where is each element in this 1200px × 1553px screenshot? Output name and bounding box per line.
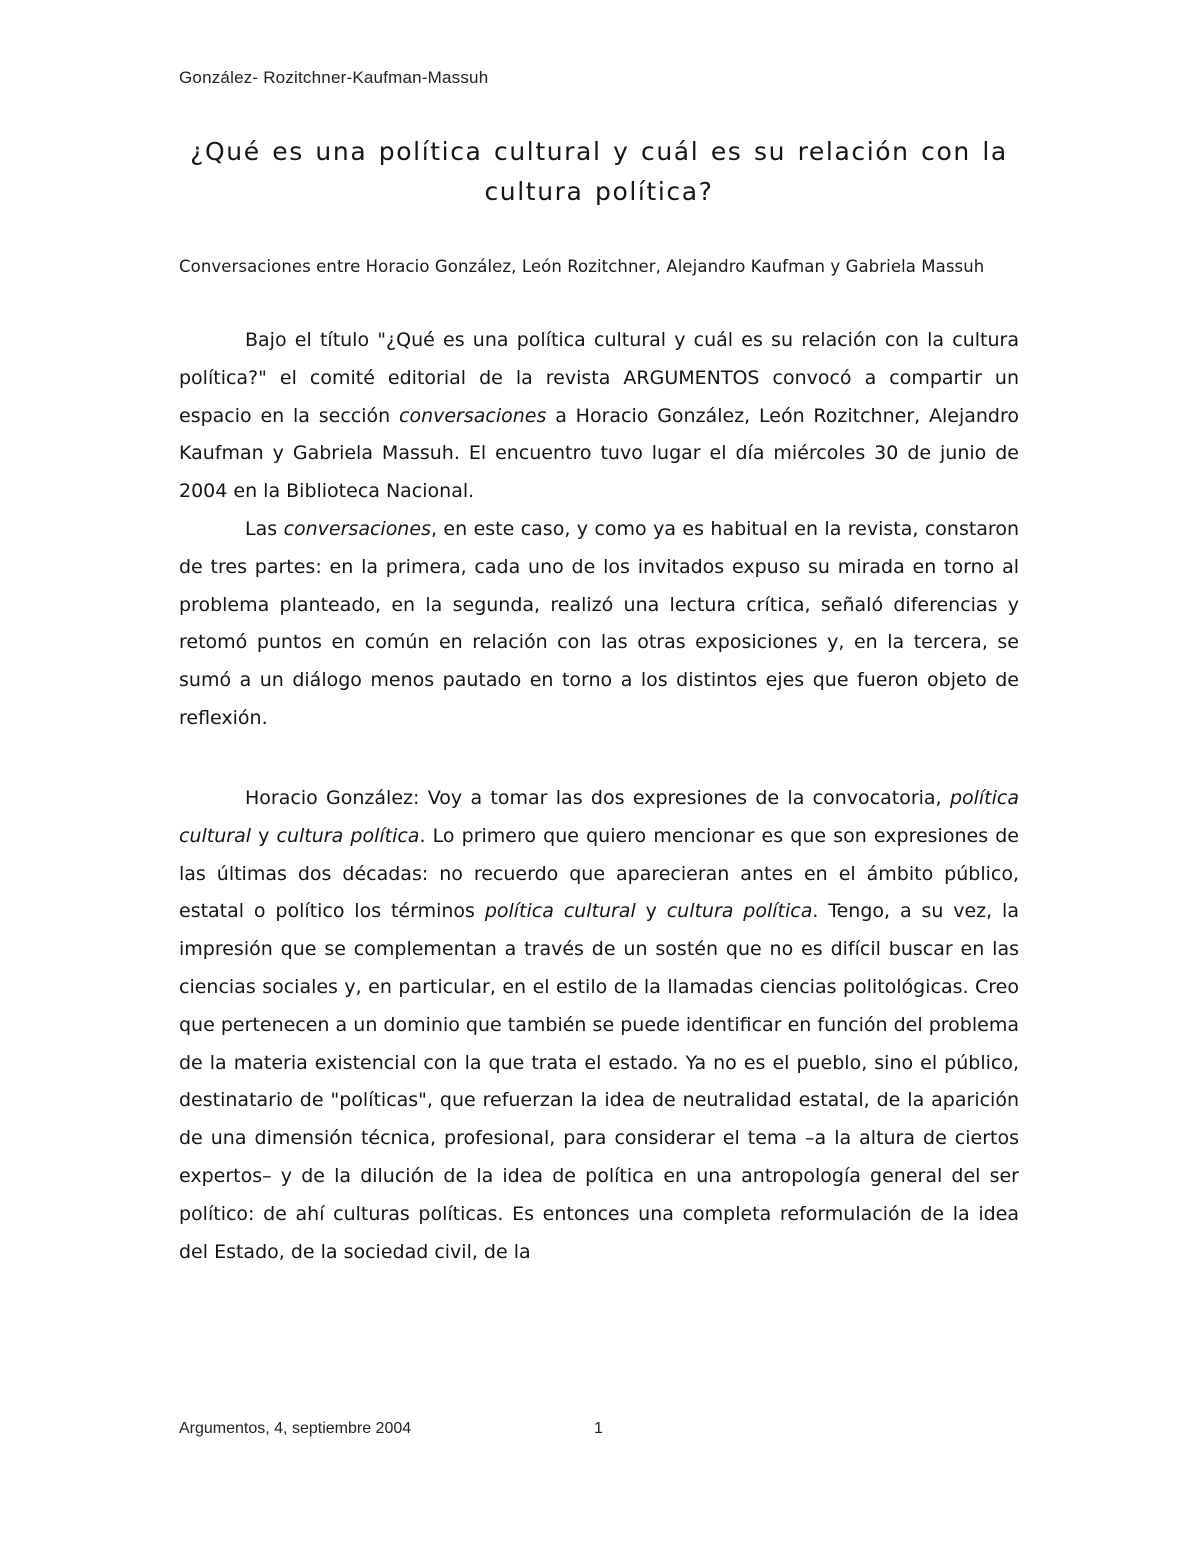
intro-paragraph-1: [179, 322, 1019, 511]
italic-term: política cultural: [484, 900, 636, 923]
intro-section: [179, 322, 1019, 738]
italic-term: cultura política: [666, 900, 813, 923]
text-run: , en este caso, y como ya es habitual en la revista, constaron de tres partes: en la primera, cada uno de los invitados expuso su mirada en torno al problema planteado, en la segunda, realizó una lectura crítica, señaló diferencias y retomó puntos en común en relación con las otras exposiciones y, en la tercera, se sumó a un diálogo menos pautado en torno a los distintos ejes que fueron objeto de reflexión.: [179, 517, 1019, 729]
text-run: . Tengo, a su vez, la impresión que se complementan a través de un sostén que no es difícil buscar en las ciencias sociales y, en particular, en el estilo de la llamadas ciencias politológicas. Creo que pertenecen a un dominio que también se puede identificar en función del problema de la materia existencial con la que trata el estado. Ya no es el pueblo, sino el público, destinatario de "políticas", que refuerzan la idea de neutralidad estatal, de la aparición de una dimensión técnica, profesional, para considerar el tema –a la altura de ciertos expertos– y de la dilución de la idea de política en una antropología general del ser político: de ahí culturas políticas. Es entonces una completa reformulación de la idea del Estado, de la sociedad civil, de la: [179, 900, 1019, 1263]
running-header: González- Rozitchner-Kaufman-Massuh: [179, 68, 489, 87]
dialogue-paragraph-gonzalez: [179, 780, 1019, 1271]
italic-term: conversaciones: [283, 517, 431, 540]
text-run: a Horacio González, León Rozitchner, Alejandro Kaufman y Gabriela Massuh. El encuentro tuvo lugar el día miércoles 30 de junio de 2004 en la Biblioteca Nacional.: [179, 404, 1019, 503]
italic-term: política cultural: [179, 787, 1019, 847]
article-subtitle: Conversaciones entre Horacio González, León Rozitchner, Alejandro Kaufman y Gabriela Massuh: [179, 257, 985, 276]
text-run: Horacio González: Voy a tomar las dos expresiones de la convocatoria,: [245, 787, 950, 809]
page-number: 1: [594, 1420, 603, 1437]
text-run: Las: [245, 517, 284, 540]
italic-term: conversaciones: [399, 404, 547, 427]
italic-term: cultura política: [276, 824, 420, 847]
text-run: y: [635, 900, 667, 923]
text-run: y: [251, 824, 277, 847]
footer-citation: Argumentos, 4, septiembre 2004: [179, 1420, 412, 1437]
text-run: Bajo el título "¿Qué es una política cultural y cuál es su relación con la cultura política?" el comité editorial de la revista ARGUMENTOS convocó a compartir un espacio en la sección: [179, 329, 1019, 427]
article-title: ¿Qué es una política cultural y cuál es su relación con la cultura política?: [190, 137, 1008, 206]
intro-paragraph-2: [179, 511, 1019, 738]
dialogue-section: [179, 780, 1019, 1271]
text-run: . Lo primero que quiero mencionar es que son expresiones de las últimas dos décadas: no recuerdo que aparecieran antes en el ámbito público, estatal o político los términos: [179, 824, 1019, 923]
